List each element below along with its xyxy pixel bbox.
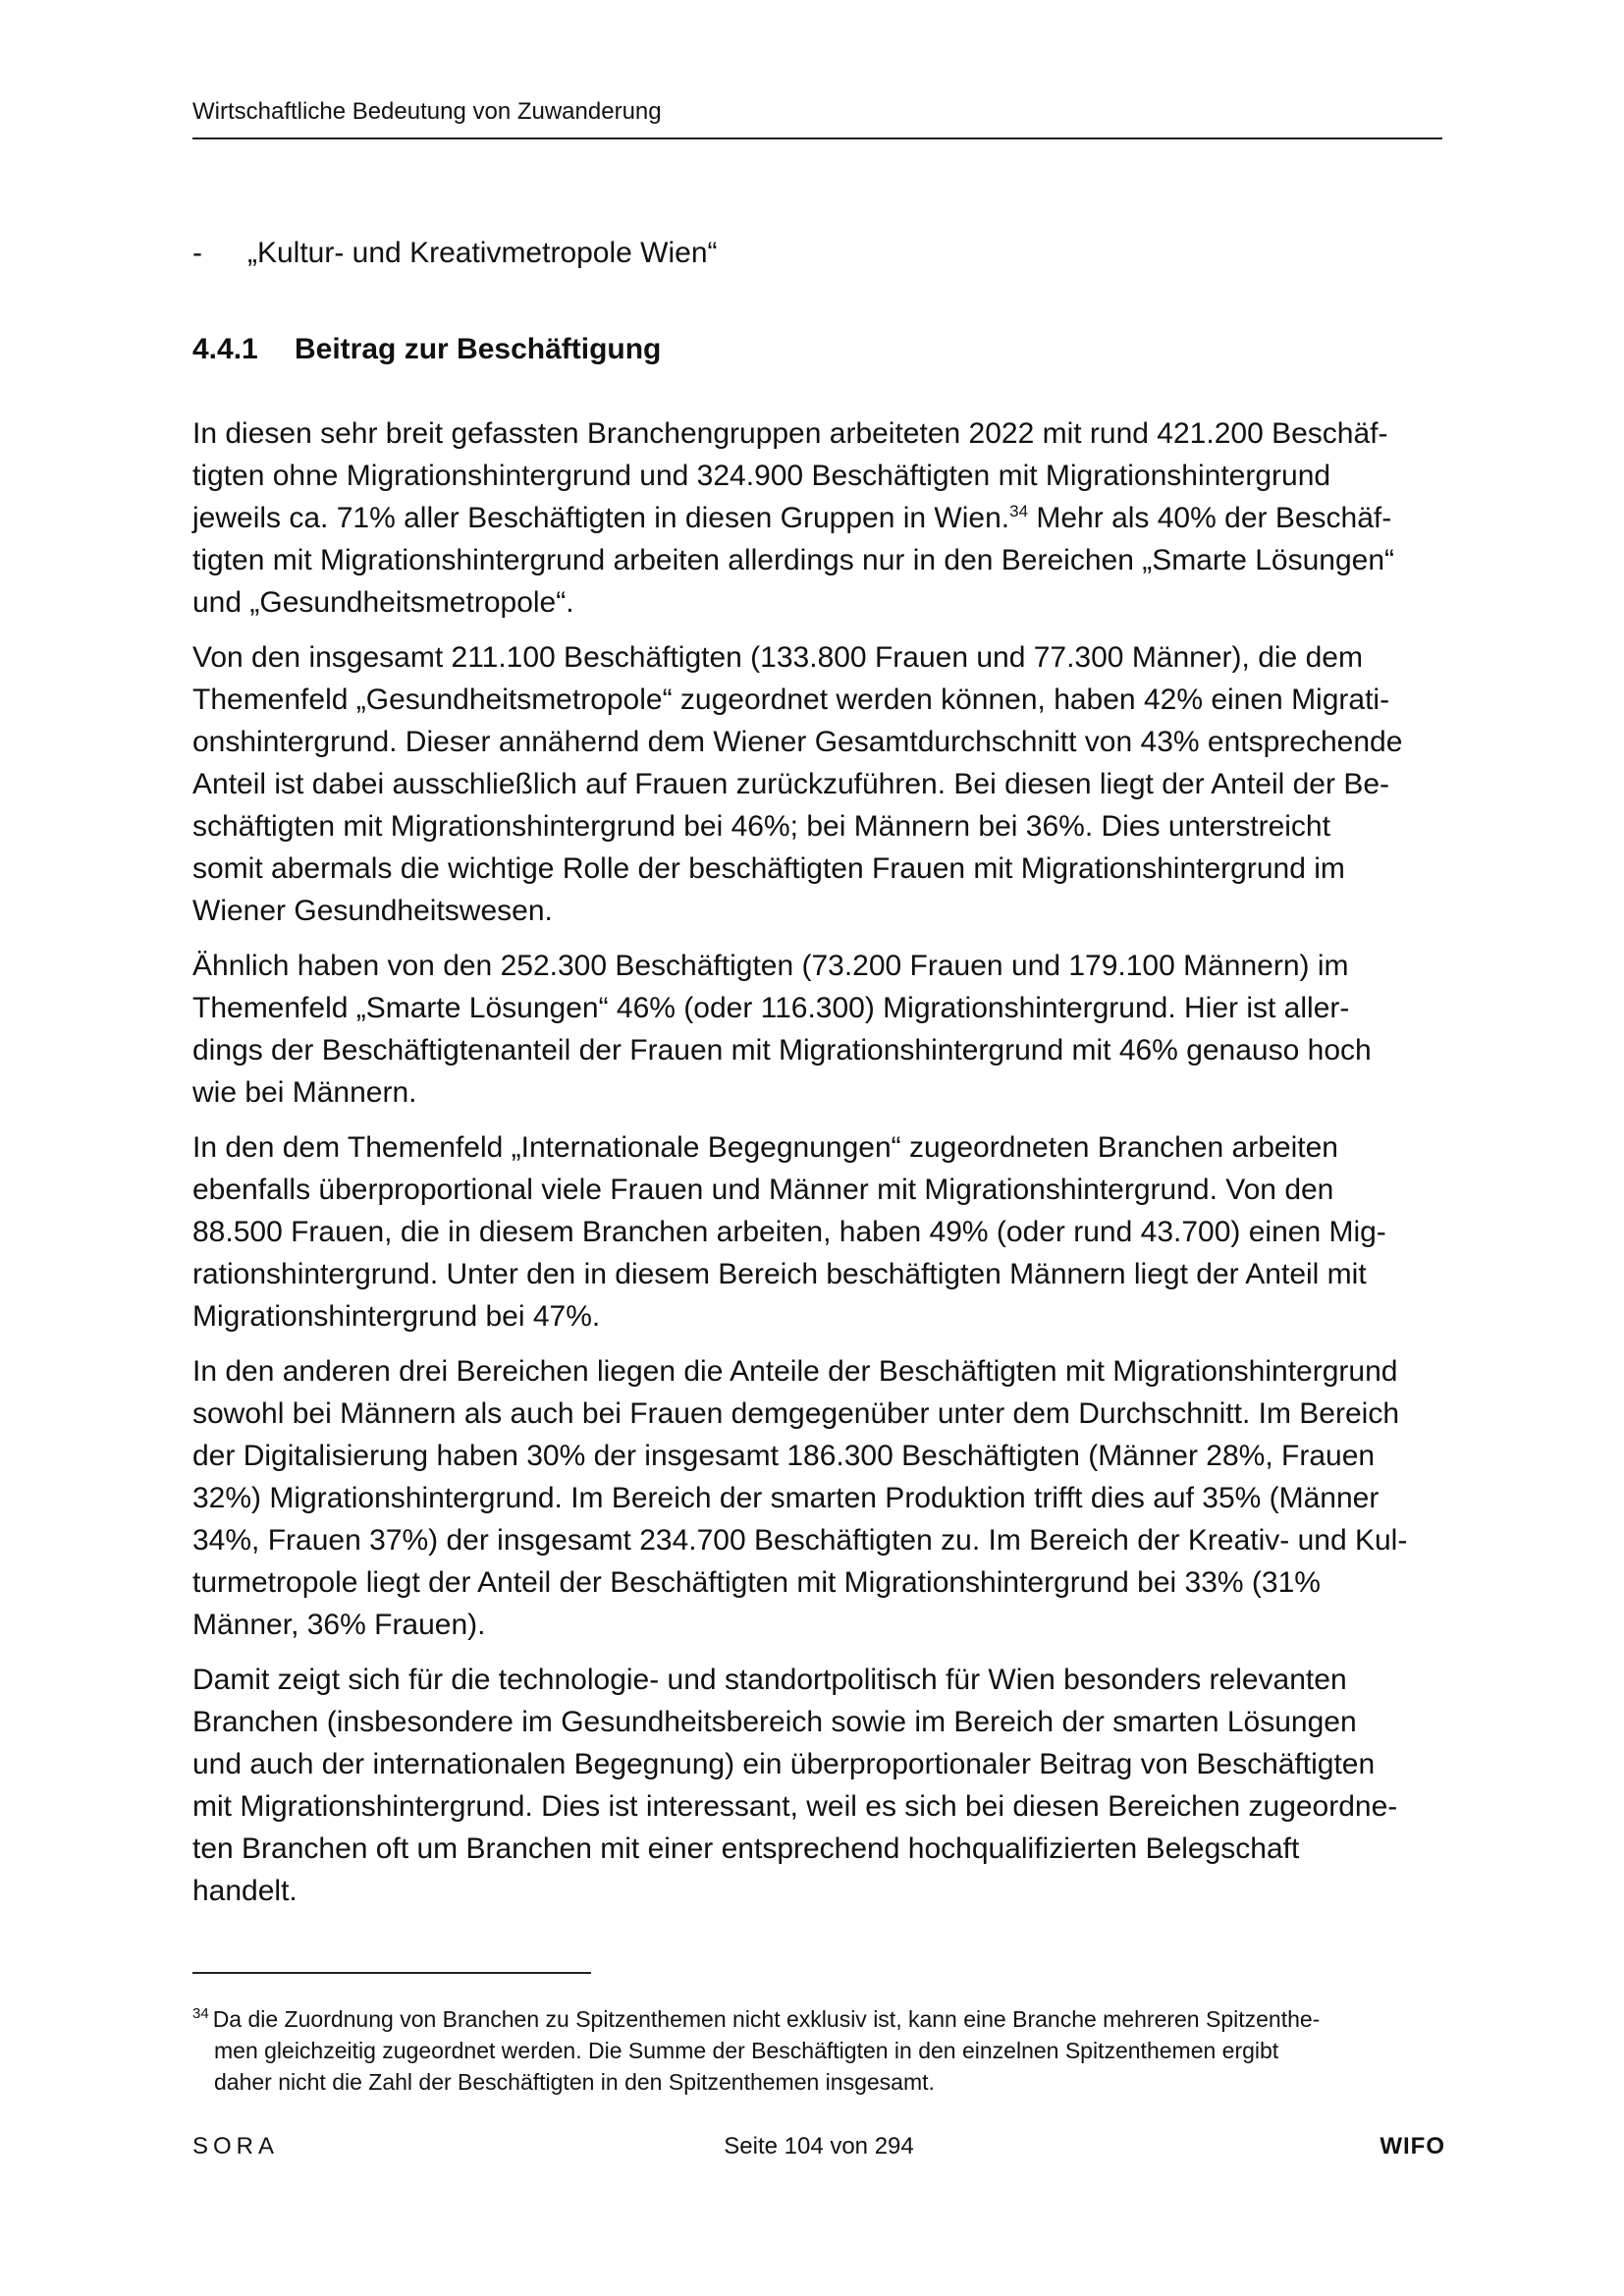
bullet-text: „Kultur- und Kreativmetropole Wien“ — [247, 237, 718, 269]
text-line: wie bei Männern. — [192, 1076, 417, 1109]
footnote — [192, 2003, 1445, 2098]
text-line-with-footnote — [192, 497, 1445, 539]
footnote-separator — [192, 1972, 591, 1974]
text-line: dings der Beschäftigtenanteil der Frauen mit Migrationshintergrund mit 46% genauso hoch — [192, 1034, 1372, 1066]
text-line: tigten ohne Migrationshintergrund und 324.900 Beschäftigten mit Migrationshintergrund — [192, 460, 1331, 492]
text-line: Von den insgesamt 211.100 Beschäftigten (133.800 Frauen und 77.300 Männer), die dem — [192, 641, 1363, 674]
text-line: In den anderen drei Bereichen liegen die Anteile der Beschäftigten mit Migrationshintergrund — [192, 1355, 1398, 1388]
section-title: Beitrag zur Beschäftigung — [295, 333, 662, 365]
footnote-marker: 34 — [192, 2005, 209, 2023]
wifo-logo: WIFO — [1380, 2133, 1445, 2159]
text-line: und „Gesundheitsmetropole“. — [192, 586, 574, 619]
text-line: Männer, 36% Frauen). — [192, 1609, 486, 1641]
text-line: ten Branchen oft um Branchen mit einer entsprechend hochqualifizierten Belegschaft — [192, 1832, 1300, 1865]
footnote-reference[interactable]: 34 — [1009, 502, 1029, 520]
text-line: tigten mit Migrationshintergrund arbeiten allerdings nur in den Bereichen „Smarte Lösungen“ — [192, 544, 1395, 576]
text-line: ebenfalls überproportional viele Frauen und Männer mit Migrationshintergrund. Von den — [192, 1174, 1334, 1206]
sora-logo: SORA — [192, 2133, 280, 2159]
text-line: sowohl bei Männern als auch bei Frauen demgegenüber unter dem Durchschnitt. Im Bereich — [192, 1397, 1400, 1430]
footnote-line: daher nicht die Zahl der Beschäftigten in den Spitzenthemen insgesamt. — [214, 2069, 935, 2095]
text-line: schäftigten mit Migrationshintergrund bei 46%; bei Männern bei 36%. Dies unterstreicht — [192, 810, 1330, 843]
text-line: 34%, Frauen 37%) der insgesamt 234.700 Beschäftigten zu. Im Bereich der Kreativ- und Kul- — [192, 1524, 1408, 1557]
text-line: der Digitalisierung haben 30% der insgesamt 186.300 Beschäftigten (Männer 28%, Frauen — [192, 1440, 1376, 1472]
text-line: und auch der internationalen Begegnung) ein überproportionaler Beitrag von Beschäftigten — [192, 1748, 1376, 1780]
text-line: 88.500 Frauen, die in diesem Branchen arbeiten, haben 49% (oder rund 43.700) einen Mig- — [192, 1216, 1386, 1248]
page-number: Seite 104 von 294 — [724, 2133, 914, 2159]
text-line: Ähnlich haben von den 252.300 Beschäftigten (73.200 Frauen und 179.100 Männern) im — [192, 950, 1349, 982]
text-segment: Mehr als 40% der Beschäf- — [1028, 502, 1392, 534]
text-line: Wiener Gesundheitswesen. — [192, 895, 553, 927]
page-footer — [192, 2127, 1445, 2166]
text-line: rationshintergrund. Unter den in diesem Bereich beschäftigten Männern liegt der Anteil mit — [192, 1258, 1367, 1290]
paragraph-6 — [192, 1659, 1445, 1912]
header-title: Wirtschaftliche Bedeutung von Zuwanderung — [192, 98, 662, 125]
text-line: somit abermals die wichtige Rolle der beschäftigten Frauen mit Migrationshintergrund im — [192, 852, 1345, 885]
text-line: Themenfeld „Smarte Lösungen“ 46% (oder 116.300) Migrationshintergrund. Hier ist aller- — [192, 992, 1350, 1024]
paragraph-3 — [192, 945, 1445, 1114]
section-heading — [192, 329, 661, 370]
paragraph-5 — [192, 1350, 1445, 1646]
text-line: turmetropole liegt der Anteil der Beschäftigten mit Migrationshintergrund bei 33% (31% — [192, 1566, 1321, 1599]
bullet-item — [192, 233, 718, 274]
text-line: Damit zeigt sich für die technologie- und standortpolitisch für Wien besonders relevanten — [192, 1664, 1347, 1696]
text-line: Migrationshintergrund bei 47%. — [192, 1300, 601, 1333]
footnote-line: men gleichzeitig zugeordnet werden. Die Summe der Beschäftigten in den einzelnen Spitzenthemen ergibt — [214, 2038, 1279, 2063]
text-line: onshintergrund. Dieser annähernd dem Wiener Gesamtdurchschnitt von 43% entsprechende — [192, 726, 1403, 758]
text-line: mit Migrationshintergrund. Dies ist interessant, weil es sich bei diesen Bereichen zugeordne- — [192, 1790, 1398, 1823]
text-line: In diesen sehr breit gefassten Branchengruppen arbeiteten 2022 mit rund 421.200 Beschäf- — [192, 417, 1388, 450]
text-line: 32%) Migrationshintergrund. Im Bereich der smarten Produktion trifft dies auf 35% (Männer — [192, 1482, 1380, 1514]
text-segment: jeweils ca. 71% aller Beschäftigten in diesen Gruppen in Wien. — [192, 502, 1010, 534]
footnote-line — [192, 2003, 1445, 2035]
body-text — [192, 412, 1445, 1925]
bullet-dash: - — [192, 237, 202, 269]
text-line: Anteil ist dabei ausschließlich auf Frauen zurückzuführen. Bei diesen liegt der Anteil der Be- — [192, 768, 1389, 800]
section-number: 4.4.1 — [192, 333, 258, 365]
text-line: Themenfeld „Gesundheitsmetropole“ zugeordnet werden können, haben 42% einen Migrati- — [192, 683, 1390, 716]
text-line: Branchen (insbesondere im Gesundheitsbereich sowie im Bereich der smarten Lösungen — [192, 1706, 1357, 1738]
paragraph-2 — [192, 636, 1445, 932]
text-line: In den dem Themenfeld „Internationale Begegnungen“ zugeordneten Branchen arbeiten — [192, 1131, 1338, 1164]
footnote-text: Da die Zuordnung von Branchen zu Spitzenthemen nicht exklusiv ist, kann eine Branche mehreren Spitzenthe- — [212, 2006, 1321, 2032]
text-line: handelt. — [192, 1875, 298, 1907]
paragraph-4 — [192, 1126, 1445, 1338]
page-header — [192, 96, 1442, 139]
paragraph-1 — [192, 412, 1445, 624]
